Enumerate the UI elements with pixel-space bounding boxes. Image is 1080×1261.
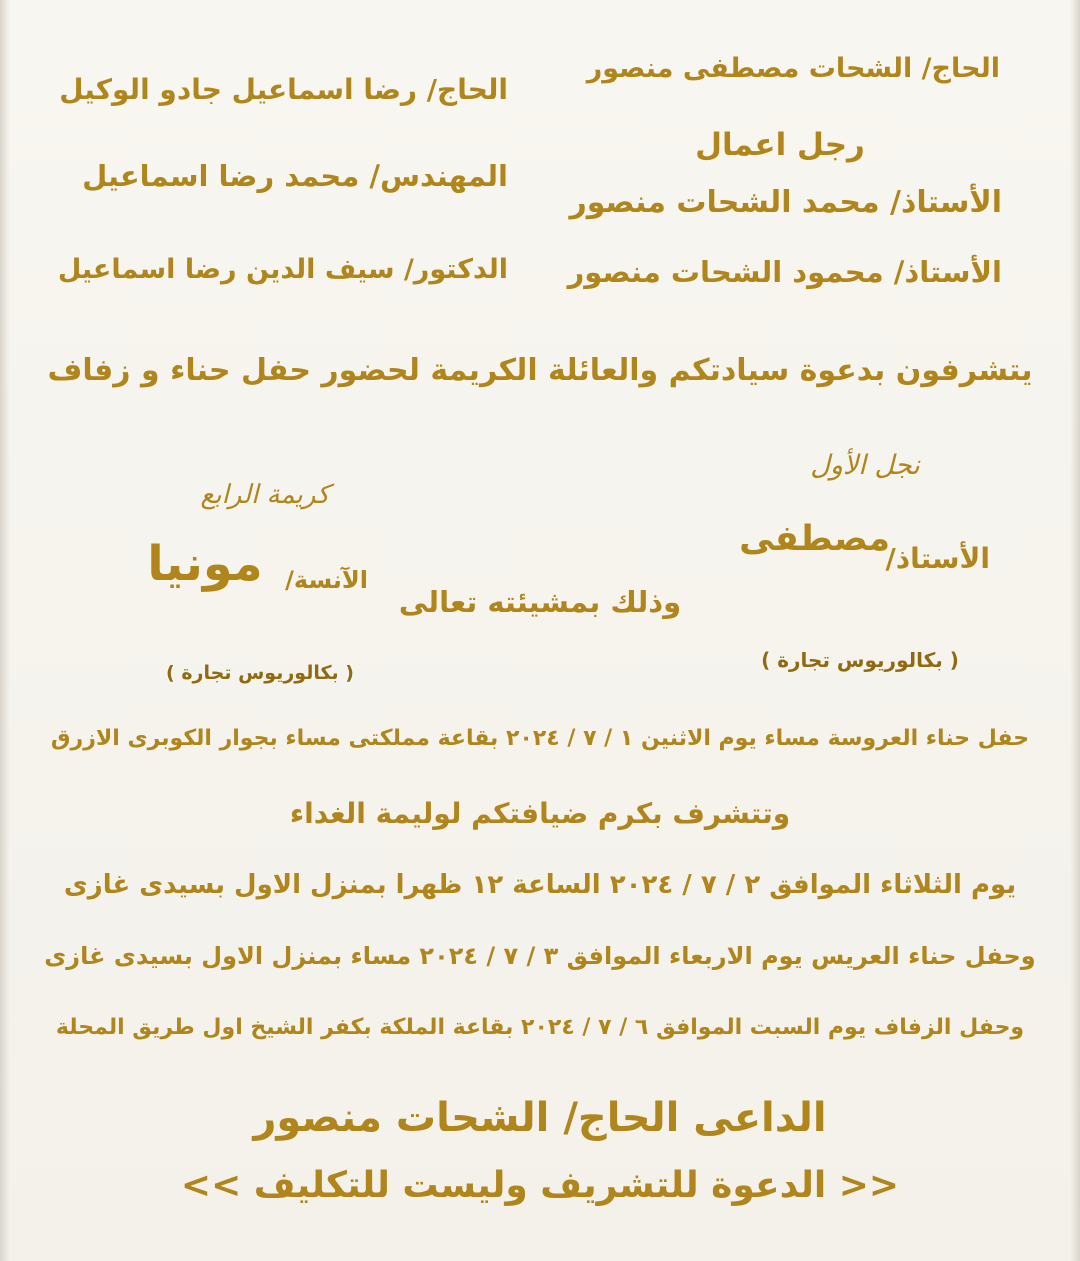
bride-name: مونيا bbox=[147, 536, 263, 592]
host-left-1: الحاج/ رضا اسماعيل جادو الوكيل bbox=[59, 73, 508, 106]
event-line-3: يوم الثلاثاء الموافق ٢ / ٧ / ٢٠٢٤ الساعة ١٢ ظهرا بمنزل الاول بسيدى غازى bbox=[63, 870, 1017, 900]
bride-title: الآنسة/ bbox=[285, 566, 368, 594]
host-right-3: الأستاذ/ محمد الشحات منصور bbox=[569, 185, 1002, 220]
groom-title: الأستاذ/ bbox=[885, 542, 990, 575]
card-right-edge bbox=[1070, 0, 1080, 1261]
bride-relation: كريمة الرابع bbox=[200, 480, 330, 510]
groom-degree: ( بكالوريوس تجارة ) bbox=[761, 648, 959, 672]
invitation-line: يتشرفون بدعوة سيادتكم والعائلة الكريمة لحضور حفل حناء و زفاف bbox=[47, 353, 1033, 388]
event-line-1: حفل حناء العروسة مساء يوم الاثنين ١ / ٧ / ٢٠٢٤ بقاعة مملكتى مساء بجوار الكوبرى الازرق bbox=[50, 726, 1030, 751]
host-right-4: الأستاذ/ محمود الشحات منصور bbox=[567, 255, 1002, 289]
host-left-3: الدكتور/ سيف الدين رضا اسماعيل bbox=[57, 254, 508, 285]
host-right-2-occupation: رجل اعمال bbox=[695, 127, 865, 163]
host-left-2: المهندس/ محمد رضا اسماعيل bbox=[82, 159, 508, 193]
god-willing-text: وذلك بمشيئته تعالى bbox=[398, 585, 682, 619]
groom-name: مصطفى bbox=[739, 519, 890, 559]
host-right-1: الحاج/ الشحات مصطفى منصور bbox=[586, 53, 1000, 84]
inviter-line: الداعى الحاج/ الشحات منصور bbox=[253, 1095, 827, 1141]
event-line-2: وتتشرف بكرم ضيافتكم لوليمة الغداء bbox=[289, 797, 791, 830]
footer-note: << الدعوة للتشريف وليست للتكليف >> bbox=[180, 1165, 900, 1206]
event-line-4: وحفل حناء العريس يوم الاربعاء الموافق ٣ / ٧ / ٢٠٢٤ مساء بمنزل الاول بسيدى غازى bbox=[44, 942, 1036, 970]
card-left-edge bbox=[0, 0, 10, 1261]
groom-relation: نجل الأول bbox=[810, 450, 920, 481]
bride-degree: ( بكالوريوس تجارة ) bbox=[166, 662, 354, 684]
event-line-5: وحفل الزفاف يوم السبت الموافق ٦ / ٧ / ٢٠٢٤ بقاعة الملكة بكفر الشيخ اول طريق المحلة bbox=[55, 1015, 1025, 1040]
